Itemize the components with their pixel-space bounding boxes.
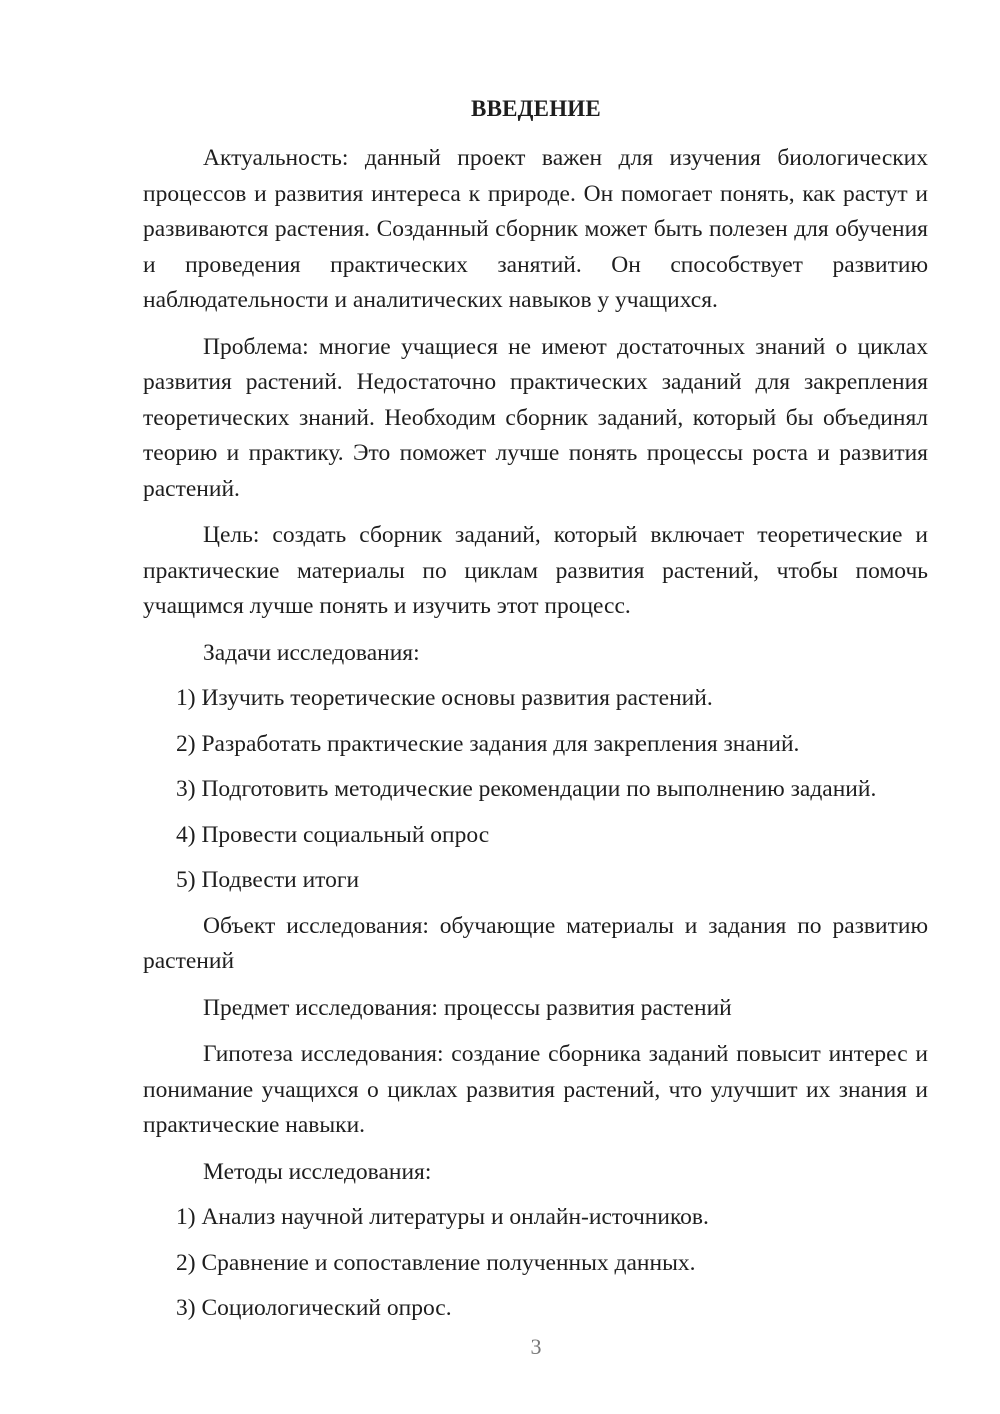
subject-paragraph: Предмет исследования: процессы развития растений <box>203 994 732 1021</box>
methods-label: Методы исследования: <box>203 1158 432 1185</box>
list-item: 5) Подвести итоги <box>176 867 360 893</box>
list-item: 2) Сравнение и сопоставление полученных данных. <box>176 1249 696 1276</box>
methods-list <box>143 1200 928 1327</box>
list-item: 3) Социологический опрос. <box>176 1295 452 1321</box>
page-number: 3 <box>530 1334 542 1359</box>
list-item: 2) Разработать практические задания для закрепления знаний. <box>176 730 800 757</box>
object-paragraph: Объект исследования: обучающие материалы и задания по развитию растений <box>143 912 928 974</box>
list-item: 1) Анализ научной литературы и онлайн-источников. <box>176 1204 709 1230</box>
list-item: 1) Изучить теоретические основы развития растений. <box>176 685 713 711</box>
document-body <box>143 141 928 1337</box>
hypothesis-paragraph: Гипотеза исследования: создание сборника заданий повысит интерес и понимание учащихся о циклах развития растений, что улучшит их знания и практические навыки. <box>143 1041 928 1138</box>
list-item: 4) Провести социальный опрос <box>176 821 490 848</box>
goal-paragraph: Цель: создать сборник заданий, который включает теоретические и практические материалы по циклам развития растений, чтобы помочь учащимся лучше понять и изучить этот процесс. <box>143 522 928 619</box>
list-item: 3) Подготовить методические рекомендации по выполнению заданий. <box>176 776 877 802</box>
page-title: ВВЕДЕНИЕ <box>471 96 601 121</box>
relevance-paragraph: Актуальность: данный проект важен для изучения биологических процессов и развития интереса к природе. Он помогает понять, как растут и развиваются растения. Созданный сборник может быть полезен для обучения и проведения практических занятий. Он способствует развитию наблюдательности и аналитических навыков у учащихся. <box>143 145 928 313</box>
tasks-label: Задачи исследования: <box>203 639 420 666</box>
problem-paragraph: Проблема: многие учащиеся не имеют достаточных знаний о циклах развития растений. Недостаточно практических заданий для закрепления теоретических знаний. Необходим сборник заданий, который бы объединял теорию и практику. Это поможет лучше понять процессы роста и развития растений. <box>143 333 928 502</box>
tasks-list <box>143 681 928 899</box>
